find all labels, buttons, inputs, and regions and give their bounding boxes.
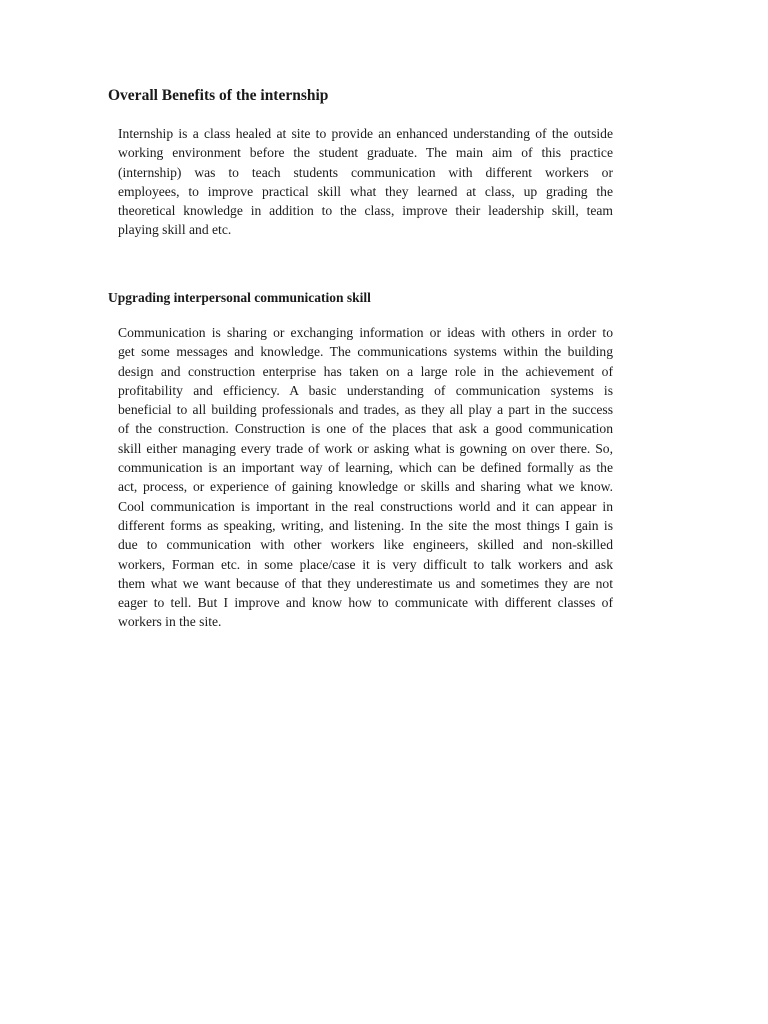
text-line: act, process, or experience of gaining knowledge or skills and sharing what we know. [118, 479, 613, 495]
text-line: Internship is a class healed at site to provide an enhanced understanding of the outside [118, 126, 613, 141]
text-line: playing skill and etc. [118, 222, 232, 238]
text-line: profitability and efficiency. A basic understanding of communication systems is [118, 382, 613, 398]
text-line: of the construction. Construction is one of the places that ask a good communication [118, 421, 613, 437]
text-line: (internship) was to teach students communication with different workers or [118, 164, 613, 180]
section-heading-overall-benefits: Overall Benefits of the internship [108, 87, 329, 104]
text-line: employees, to improve practical skill what they learned at class, up grading the [118, 183, 613, 199]
text-line: beneficial to all building professionals and trades, as they all play a part in the success [118, 402, 613, 418]
text-line: eager to tell. But I improve and know how to communicate with different classes of [118, 595, 613, 611]
section-heading-communication-skill: Upgrading interpersonal communication skill [108, 290, 371, 305]
text-line: communication is an important way of learning, which can be defined formally as the [118, 460, 613, 476]
text-line: get some messages and knowledge. The communications systems within the building [118, 344, 613, 360]
text-line: different forms as speaking, writing, and listening. In the site the most things I gain is [118, 517, 613, 533]
text-line: due to communication with other workers like engineers, skilled and non-skilled [118, 537, 613, 553]
text-line: theoretical knowledge in addition to the class, improve their leadership skill, team [118, 203, 613, 219]
text-line: workers in the site. [118, 614, 222, 630]
text-line: design and construction enterprise has taken on a large role in the achievement of [118, 363, 613, 379]
text-line: Cool communication is important in the real constructions world and it can appear in [118, 498, 613, 514]
paragraph-communication-skill [118, 323, 613, 632]
text-line: them what we want because of that they underestimate us and sometimes they are not [118, 575, 613, 591]
text-line: working environment before the student graduate. The main aim of this practice [118, 145, 613, 161]
text-line: skill either managing every trade of work or asking what is gowning on over there. So, [118, 440, 613, 456]
text-line: Communication is sharing or exchanging information or ideas with others in order to [118, 325, 613, 340]
paragraph-overall-benefits [118, 124, 613, 240]
text-line: workers, Forman etc. in some place/case it is very difficult to talk workers and ask [118, 556, 613, 572]
